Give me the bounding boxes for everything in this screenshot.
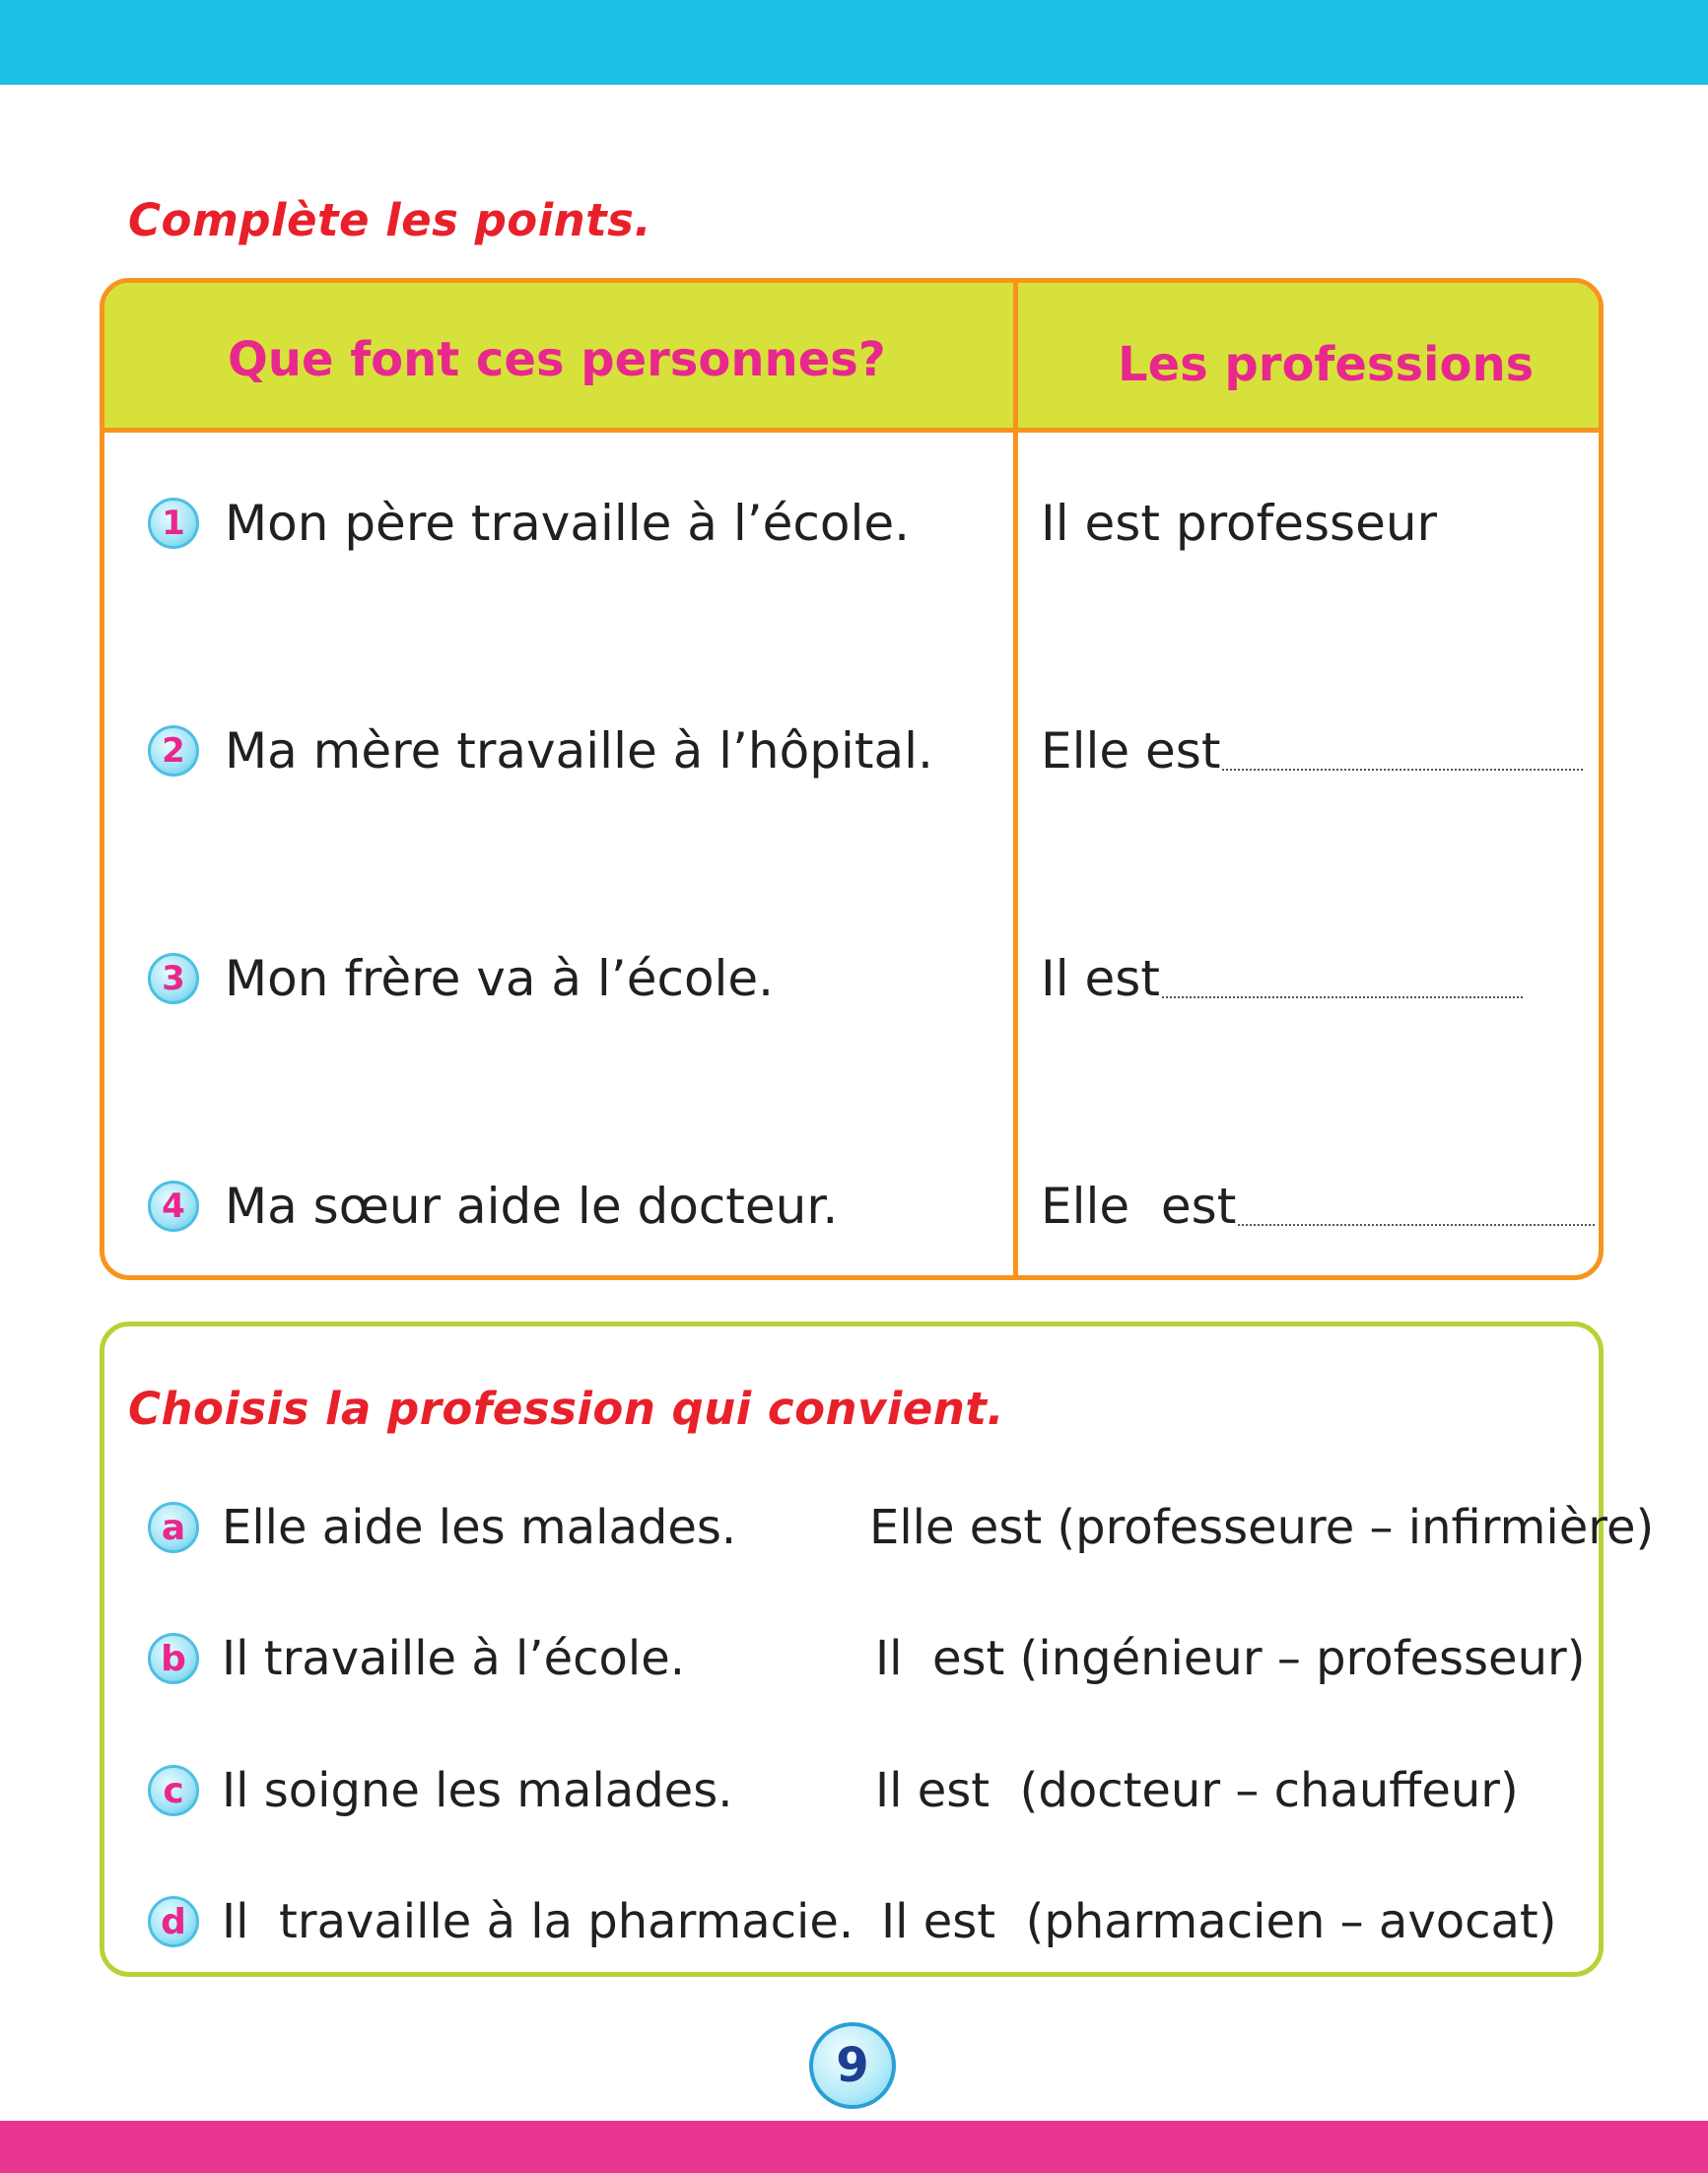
top-color-band [0, 0, 1708, 85]
row-answer: Il est professeur [1041, 495, 1438, 552]
number-badge: 3 [148, 953, 199, 1004]
row-question: Ma sœur aide le docteur. [225, 1178, 839, 1235]
number-badge: 4 [148, 1181, 199, 1232]
choice-item [104, 1757, 1599, 1828]
choice-sentence: Il travaille à la pharmacie. [222, 1894, 854, 1949]
table-row [104, 1171, 1599, 1250]
number-badge: 2 [148, 725, 199, 777]
row-answer: Elle est [1041, 715, 1583, 786]
choice-options[interactable]: Il est (pharmacien – avocat) [881, 1894, 1557, 1949]
bottom-color-band [0, 2121, 1708, 2173]
page-number: 9 [809, 2022, 896, 2109]
choice-sentence: Elle aide les malades. [222, 1500, 737, 1555]
choice-item [104, 1625, 1599, 1696]
row-question: Mon frère va à l’école. [225, 950, 775, 1007]
letter-badge: b [148, 1633, 199, 1684]
answer-blank[interactable] [1222, 768, 1583, 771]
column-header-questions: Que font ces personnes? [228, 332, 886, 387]
answer-blank[interactable] [1238, 1223, 1595, 1226]
choice-sentence: Il travaille à l’école. [222, 1631, 686, 1686]
exercise1-instruction: Complète les points. [128, 194, 652, 246]
letter-badge: d [148, 1896, 199, 1947]
table-row [104, 943, 1599, 1022]
number-badge: 1 [148, 498, 199, 549]
column-header-professions: Les professions [1118, 337, 1535, 392]
choice-options[interactable]: Elle est (professeure – infirmière) [869, 1500, 1655, 1555]
choice-item [104, 1888, 1599, 1959]
choice-options[interactable]: Il est (ingénieur – professeur) [875, 1631, 1586, 1686]
professions-table [100, 278, 1604, 1280]
letter-badge: c [148, 1765, 199, 1816]
table-row [104, 488, 1599, 567]
exercise2-instruction: Choisis la profession qui convient. [128, 1383, 1004, 1435]
choice-item [104, 1494, 1655, 1565]
row-question: Mon père travaille à l’école. [225, 495, 910, 552]
choice-options[interactable]: Il est (docteur – chauffeur) [875, 1763, 1519, 1818]
letter-badge: a [148, 1502, 199, 1553]
table-row [104, 715, 1599, 794]
row-answer: Elle est [1041, 1171, 1595, 1242]
choice-sentence: Il soigne les malades. [222, 1763, 733, 1818]
row-question: Ma mère travaille à l’hôpital. [225, 722, 933, 780]
answer-blank[interactable] [1162, 995, 1523, 998]
row-answer: Il est [1041, 943, 1523, 1014]
